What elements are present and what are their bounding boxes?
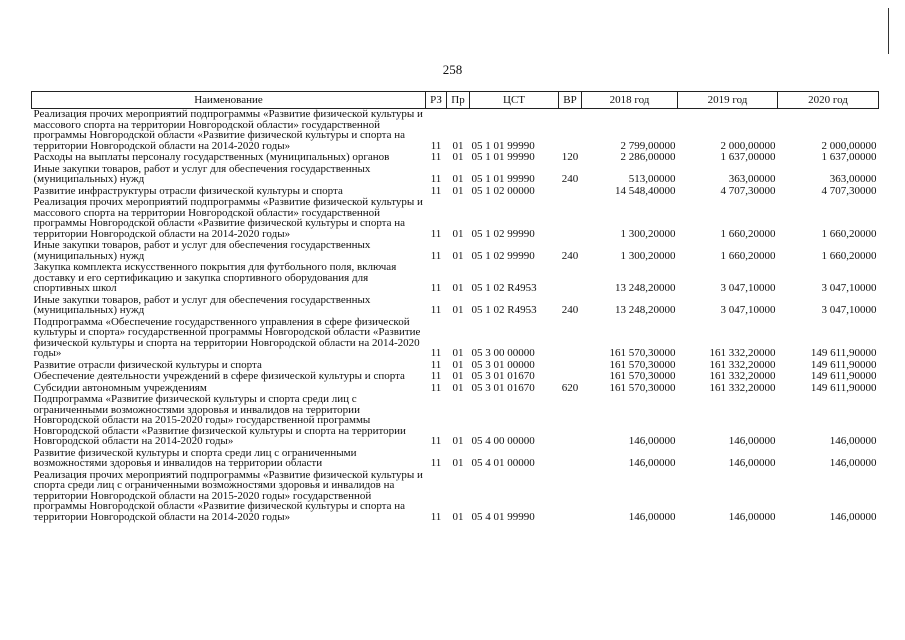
row-pr: 01 <box>452 381 464 394</box>
row-name: Обеспечение деятельности учреждений в сфере физической культуры и спорта <box>33 370 405 382</box>
row-vr: 240 <box>561 304 579 316</box>
table-row <box>32 371 879 383</box>
row-name: Подпрограмма «Развитие физической культуры и спорта среди лиц с ограниченными возможностями здоровья и инвалидов на территории Новгородской области на 2015-2020 годы» государственной программы Новгородской области «Развитие физической культуры и спорта на территории Новгородской области на 2014-2020 годы» <box>33 393 406 447</box>
margin-rule <box>888 8 889 54</box>
row-name: Субсидии автономным учреждениям <box>33 381 207 394</box>
row-2018: 13 248,20000 <box>615 282 676 294</box>
table-row <box>32 317 879 360</box>
table-row <box>32 262 879 295</box>
row-vr: 620 <box>561 381 579 394</box>
row-vr <box>559 371 582 383</box>
row-vr <box>559 394 582 448</box>
row-2018: 146,00000 <box>628 457 676 469</box>
row-2020: 3 047,10000 <box>821 282 877 294</box>
row-2018: 146,00000 <box>628 510 676 523</box>
row-2020: 146,00000 <box>829 510 877 523</box>
header-cst: ЦСТ <box>470 92 559 109</box>
row-2020: 1 637,00000 <box>821 151 877 163</box>
row-cst: 05 1 01 99990 <box>471 151 535 163</box>
row-name: Иные закупки товаров, работ и услуг для обеспечения государственных (муниципальных) нужд <box>33 162 371 185</box>
row-2018: 161 570,30000 <box>609 370 676 382</box>
row-rz: 11 <box>430 227 442 240</box>
row-2019: 3 047,10000 <box>720 282 776 294</box>
row-2019: 161 332,20000 <box>709 370 776 382</box>
row-2018: 146,00000 <box>628 435 676 447</box>
row-cst: 05 4 00 00000 <box>471 435 535 447</box>
row-2019: 161 332,20000 <box>709 358 776 371</box>
row-2020: 146,00000 <box>829 435 877 447</box>
row-vr <box>559 262 582 295</box>
row-pr: 01 <box>452 510 464 523</box>
row-2018: 513,00000 <box>628 173 676 185</box>
row-2018: 2 286,00000 <box>620 151 676 163</box>
row-cst: 05 3 01 00000 <box>471 358 535 371</box>
row-2018: 1 300,20000 <box>620 249 676 262</box>
table-row <box>32 394 879 448</box>
header-2020: 2020 год <box>778 92 879 109</box>
row-vr <box>559 109 582 153</box>
row-2020: 1 660,20000 <box>821 227 877 240</box>
row-cst: 05 1 02 99990 <box>471 227 535 240</box>
row-vr <box>559 360 582 372</box>
header-pr: Пр <box>447 92 470 109</box>
row-pr: 01 <box>452 249 464 262</box>
page-number: 258 <box>442 62 463 77</box>
row-2020: 1 660,20000 <box>821 249 877 262</box>
row-cst: 05 4 01 99990 <box>471 510 535 523</box>
row-name: Закупка комплекта искусственного покрытия для футбольного поля, включая доставку и его сертификацию и закупка спортивного оборудования для спортивных школ <box>33 261 397 294</box>
row-2018: 1 300,20000 <box>620 227 676 240</box>
row-2020: 149 611,90000 <box>810 347 877 359</box>
row-cst: 05 3 00 00000 <box>471 347 535 359</box>
row-cst: 05 1 02 00000 <box>471 184 535 197</box>
row-pr: 01 <box>452 304 464 316</box>
row-2020: 149 611,90000 <box>810 381 877 394</box>
header-vr: ВР <box>559 92 582 109</box>
header-2019: 2019 год <box>678 92 778 109</box>
row-pr: 01 <box>452 358 464 371</box>
row-vr: 240 <box>561 173 579 185</box>
table-row <box>32 448 879 470</box>
row-2020: 363,00000 <box>829 173 877 185</box>
row-rz: 11 <box>430 457 442 469</box>
row-rz: 11 <box>430 173 442 185</box>
table-row <box>32 164 879 186</box>
row-rz: 11 <box>430 435 442 447</box>
row-name: Подпрограмма «Обеспечение государственного управления в сфере физической культуры и спорта» государственной программы Новгородской области «Развитие физической культуры и спорта на территории Новгородской области на 2014-2020 годы» <box>33 315 421 359</box>
row-vr <box>559 470 582 524</box>
row-2020: 2 000,00000 <box>821 139 877 152</box>
row-pr: 01 <box>452 173 464 185</box>
row-2018: 161 570,30000 <box>609 358 676 371</box>
row-pr: 01 <box>452 457 464 469</box>
row-pr: 01 <box>452 370 464 382</box>
row-vr <box>559 197 582 240</box>
row-2020: 3 047,10000 <box>821 304 877 316</box>
row-pr: 01 <box>452 139 464 152</box>
row-name: Реализация прочих мероприятий подпрограммы «Развитие физической культуры и массового спорта на территории Новгородской области» государственной программы Новгородской области «Развитие физической культуры и спорта на территории Новгородской области на 2014-2020 годы» <box>33 108 423 152</box>
row-rz: 11 <box>430 184 442 197</box>
row-vr <box>559 186 582 198</box>
row-cst: 05 1 02 R4953 <box>471 282 537 294</box>
row-name: Развитие инфраструктуры отрасли физической культуры и спорта <box>33 184 343 197</box>
row-rz: 11 <box>430 139 442 152</box>
row-2019: 363,00000 <box>728 173 776 185</box>
row-rz: 11 <box>430 370 442 382</box>
row-cst: 05 1 01 99990 <box>471 139 535 152</box>
row-name: Иные закупки товаров, работ и услуг для обеспечения государственных (муниципальных) нужд <box>33 293 371 316</box>
header-rz: РЗ <box>426 92 447 109</box>
row-name: Развитие отрасли физической культуры и спорта <box>33 358 262 371</box>
row-rz: 11 <box>430 282 442 294</box>
table-body <box>32 109 879 524</box>
row-vr: 120 <box>561 151 579 163</box>
row-2019: 1 637,00000 <box>720 151 776 163</box>
row-pr: 01 <box>452 184 464 197</box>
row-pr: 01 <box>452 151 464 163</box>
row-2020: 149 611,90000 <box>810 358 877 371</box>
table-row <box>32 152 879 164</box>
header-2018: 2018 год <box>582 92 678 109</box>
row-2020: 149 611,90000 <box>810 370 877 382</box>
row-rz: 11 <box>430 151 442 163</box>
header-name: Наименование <box>32 92 426 109</box>
table-row <box>32 240 879 262</box>
row-rz: 11 <box>430 358 442 371</box>
row-pr: 01 <box>452 347 464 359</box>
row-rz: 11 <box>430 304 442 316</box>
table-row <box>32 295 879 317</box>
row-pr: 01 <box>452 227 464 240</box>
row-2019: 161 332,20000 <box>709 347 776 359</box>
row-pr: 01 <box>452 435 464 447</box>
row-2018: 2 799,00000 <box>620 139 676 152</box>
row-vr <box>559 317 582 360</box>
row-cst: 05 1 01 99990 <box>471 173 535 185</box>
row-rz: 11 <box>430 347 442 359</box>
row-rz: 11 <box>430 249 442 262</box>
row-cst: 05 1 02 99990 <box>471 249 535 262</box>
row-vr: 240 <box>561 249 579 262</box>
row-cst: 05 3 01 01670 <box>471 370 535 382</box>
row-2019: 2 000,00000 <box>720 139 776 152</box>
row-2019: 146,00000 <box>728 457 776 469</box>
row-rz: 11 <box>430 381 442 394</box>
row-2019: 4 707,30000 <box>720 184 776 197</box>
row-2018: 13 248,20000 <box>615 304 676 316</box>
row-vr <box>559 448 582 470</box>
row-2019: 1 660,20000 <box>720 249 776 262</box>
row-2020: 146,00000 <box>829 457 877 469</box>
row-2019: 161 332,20000 <box>709 381 776 394</box>
row-name: Реализация прочих мероприятий подпрограммы «Развитие физической культуры и массового спорта на территории Новгородской области» государственной программы Новгородской области «Развитие физической культуры и спорта на территории Новгородской области на 2014-2020 годы» <box>33 196 423 240</box>
row-2019: 146,00000 <box>728 510 776 523</box>
budget-table <box>31 91 879 523</box>
row-rz: 11 <box>430 510 442 523</box>
row-cst: 05 3 01 01670 <box>471 381 535 394</box>
row-pr: 01 <box>452 282 464 294</box>
table-header-row <box>32 92 879 109</box>
row-name: Иные закупки товаров, работ и услуг для обеспечения государственных (муниципальных) нужд <box>33 239 371 262</box>
row-cst: 05 4 01 00000 <box>471 457 535 469</box>
row-2019: 1 660,20000 <box>720 227 776 240</box>
row-2019: 146,00000 <box>728 435 776 447</box>
table-row <box>32 470 879 524</box>
table-row <box>32 109 879 153</box>
row-name: Реализация прочих мероприятий подпрограммы «Развитие физической культуры и спорта среди лиц с ограниченными возможностями здоровья и инвалидов на территории Новгородской области на 2015-2020 годы» государственной программы Новгородской области «Развитие физической культуры и спорта на территории Новгородской области на 2014-2020 годы» <box>33 468 423 523</box>
row-2019: 3 047,10000 <box>720 304 776 316</box>
row-2018: 14 548,40000 <box>615 184 676 197</box>
row-2018: 161 570,30000 <box>609 347 676 359</box>
row-2020: 4 707,30000 <box>821 184 877 197</box>
row-2018: 161 570,30000 <box>609 381 676 394</box>
table-row <box>32 197 879 240</box>
row-name: Расходы на выплаты персоналу государственных (муниципальных) органов <box>33 151 390 163</box>
row-name: Развитие физической культуры и спорта среди лиц с ограниченными возможностями здоровья и инвалидов на территории области <box>33 446 357 469</box>
row-cst: 05 1 02 R4953 <box>471 304 537 316</box>
